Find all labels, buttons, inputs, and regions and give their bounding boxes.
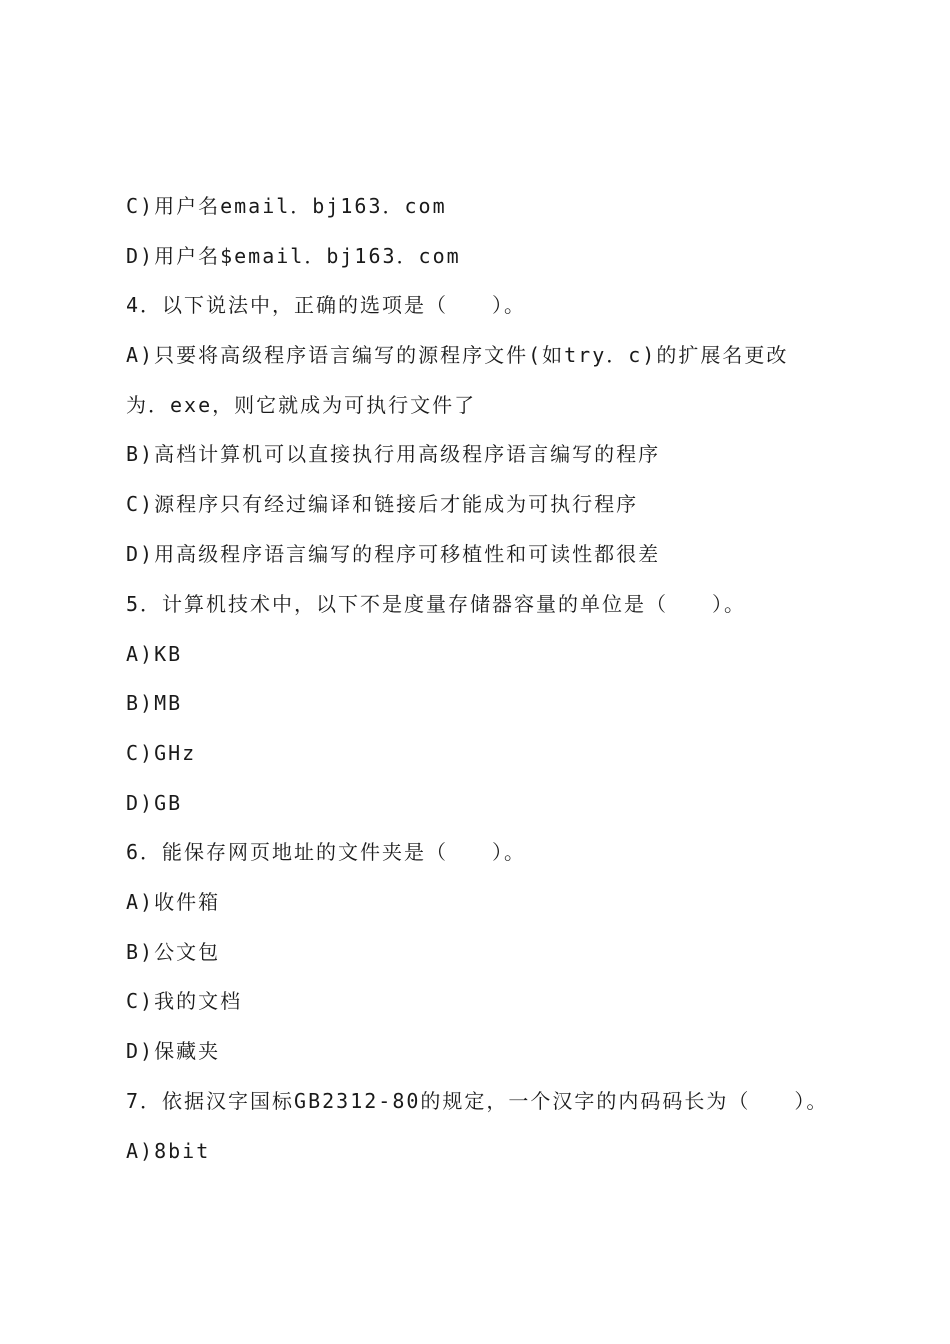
question-4-option-a: A)只要将高级程序语言编写的源程序文件(如try．c)的扩展名更改 <box>126 343 789 367</box>
option-c-line: C)用户名email．bj163．com <box>126 194 447 218</box>
question-6-option-c: C)我的文档 <box>126 989 243 1013</box>
question-6-option-b: B)公文包 <box>126 940 221 964</box>
question-6-option-a: A)收件箱 <box>126 890 221 914</box>
option-d-line: D)用户名$email．bj163．com <box>126 244 461 268</box>
question-4-option-c: C)源程序只有经过编译和链接后才能成为可执行程序 <box>126 492 639 516</box>
question-5-option-c: C)GHz <box>126 741 197 765</box>
question-4-option-b: B)高档计算机可以直接执行用高级程序语言编写的程序 <box>126 442 661 466</box>
question-5-option-d: D)GB <box>126 791 183 815</box>
question-4-option-d: D)用高级程序语言编写的程序可移植性和可读性都很差 <box>126 542 661 566</box>
question-5-option-b: B)MB <box>126 691 183 715</box>
question-6: 6．能保存网页地址的文件夹是（ ）。 <box>126 840 527 864</box>
question-7: 7．依据汉字国标GB2312-80的规定，一个汉字的内码码长为（ ）。 <box>126 1089 829 1113</box>
question-7-option-a: A)8bit <box>126 1139 211 1163</box>
question-4-option-a-continued: 为．exe，则它就成为可执行文件了 <box>126 393 477 417</box>
question-5: 5．计算机技术中，以下不是度量存储器容量的单位是（ ）。 <box>126 592 747 616</box>
question-5-option-a: A)KB <box>126 642 183 666</box>
question-6-option-d: D)保藏夹 <box>126 1039 221 1063</box>
question-4: 4．以下说法中，正确的选项是（ ）。 <box>126 293 527 317</box>
